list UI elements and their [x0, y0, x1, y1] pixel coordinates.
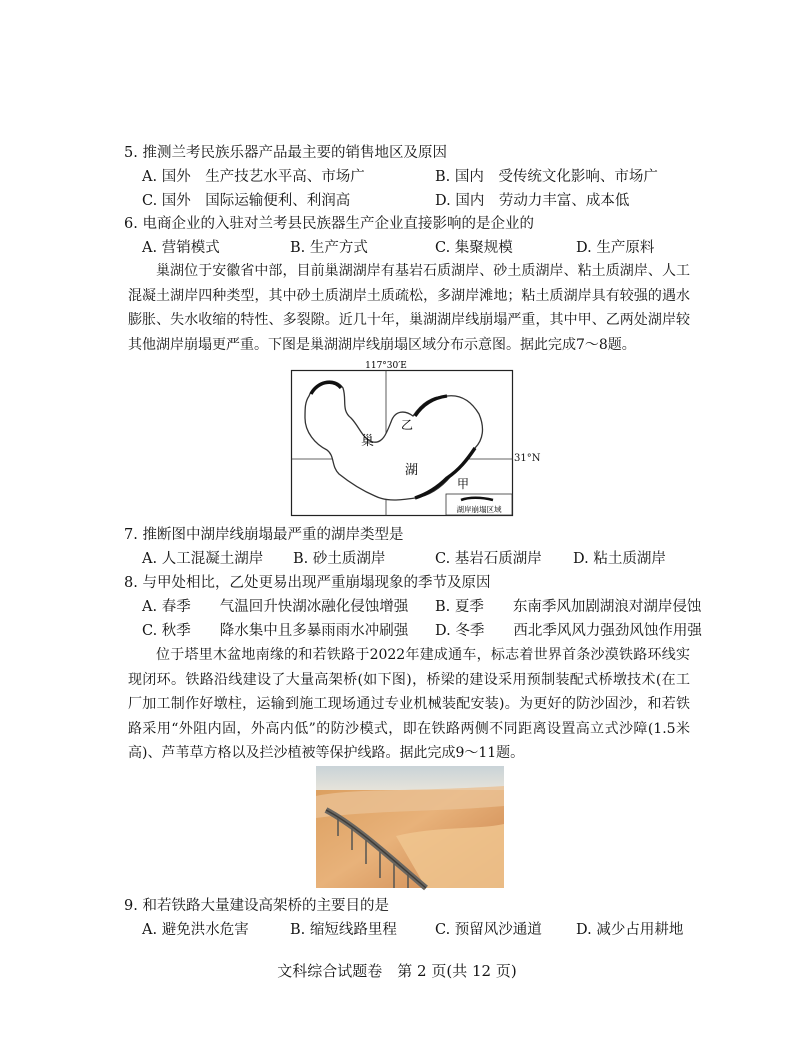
- q9-option-a: A. 避免洪水危害: [142, 922, 249, 938]
- q6-option-a: A. 营销模式: [142, 240, 220, 256]
- legend-label: 湖岸崩塌区域: [456, 505, 502, 514]
- q7-option-c: C. 基岩石质湖岸: [435, 551, 542, 567]
- q5-option-c: C. 国外 国际运输便利、利润高: [142, 193, 351, 209]
- passage-herno-railway: 位于塔里木盆地南缘的和若铁路于2022年建成通车，标志着世界首条沙漠铁路环线实现闭环。铁路沿线建设了大量高架桥(如下图)，桥梁的建设采用预制装配式桥墩技术(在工厂加工制作好墩柱，运输到施工现场通过专业机械装配安装)。为更好的防沙固沙，和若铁路采用“外阻内固，外高内低”的防沙模式，即在铁路两侧不同距离设置高立式沙障(1.5米高)、芦苇草方格以及拦沙植被等保护线路。据此完成9～11题。: [128, 647, 690, 762]
- label-hu: 湖: [405, 463, 419, 478]
- q7-option-d: D. 粘土质湖岸: [573, 551, 666, 567]
- q8-option-a: A. 春季 气温回升快湖冰融化侵蚀增强: [142, 599, 409, 615]
- q7-stem: 7. 推断图中湖岸线崩塌最严重的湖岸类型是: [124, 527, 404, 543]
- q6-option-d: D. 生产原料: [576, 240, 655, 256]
- chaohu-collapse-map: [291, 361, 513, 516]
- q9-option-c: C. 预留风沙通道: [435, 922, 542, 938]
- q6-option-c: C. 集聚规模: [435, 240, 513, 256]
- q8-option-c: C. 秋季 降水集中且多暴雨雨水冲刷强: [142, 623, 409, 639]
- label-lon: 117°30′E: [365, 361, 407, 371]
- passage-chaohu: 巢湖位于安徽省中部，目前巢湖湖岸有基岩石质湖岸、砂土质湖岸、粘土质湖岸、人工混凝土湖岸四种类型，其中砂土质湖岸土质疏松，多湖岸滩地；粘土质湖岸具有较强的遇水膨胀、失水收缩的特性、多裂隙。近几十年，巢湖湖岸线崩塌严重，其中甲、乙两处湖岸较其他湖岸崩塌更严重。下图是巢湖湖岸线崩塌区域分布示意图。据此完成7～8题。: [128, 263, 690, 353]
- q5-option-b: B. 国内 受传统文化影响、市场广: [435, 169, 658, 185]
- q5-option-a: A. 国外 生产技艺水平高、市场广: [142, 169, 365, 185]
- q7-option-a: A. 人工混凝土湖岸: [142, 551, 264, 567]
- label-jia: 甲: [457, 477, 470, 491]
- label-lat: 31°N: [514, 453, 541, 464]
- label-chao: 巢: [361, 434, 375, 449]
- label-yi: 乙: [401, 418, 414, 432]
- q8-option-d: D. 冬季 西北季风风力强劲风蚀作用强: [435, 623, 702, 639]
- q7-option-b: B. 砂土质湖岸: [293, 551, 386, 567]
- q9-stem: 9. 和若铁路大量建设高架桥的主要目的是: [124, 898, 389, 914]
- q6-option-b: B. 生产方式: [290, 240, 368, 256]
- q6-stem: 6. 电商企业的入驻对兰考县民族器生产企业直接影响的是企业的: [124, 216, 534, 232]
- q9-option-d: D. 减少占用耕地: [576, 922, 684, 938]
- map-legend: [446, 494, 512, 515]
- desert-viaduct-photo: [316, 766, 504, 888]
- page-footer: 文科综合试题卷 第 2 页(共 12 页): [277, 962, 517, 980]
- q9-option-b: B. 缩短线路里程: [290, 922, 397, 938]
- q5-option-d: D. 国内 劳动力丰富、成本低: [435, 193, 630, 209]
- sky: [316, 766, 504, 790]
- q8-stem: 8. 与甲处相比，乙处更易出现严重崩塌现象的季节及原因: [124, 575, 491, 591]
- q5-stem: 5. 推测兰考民族乐器产品最主要的销售地区及原因: [124, 145, 447, 161]
- q8-option-b: B. 夏季 东南季风加剧湖浪对湖岸侵蚀: [435, 599, 702, 615]
